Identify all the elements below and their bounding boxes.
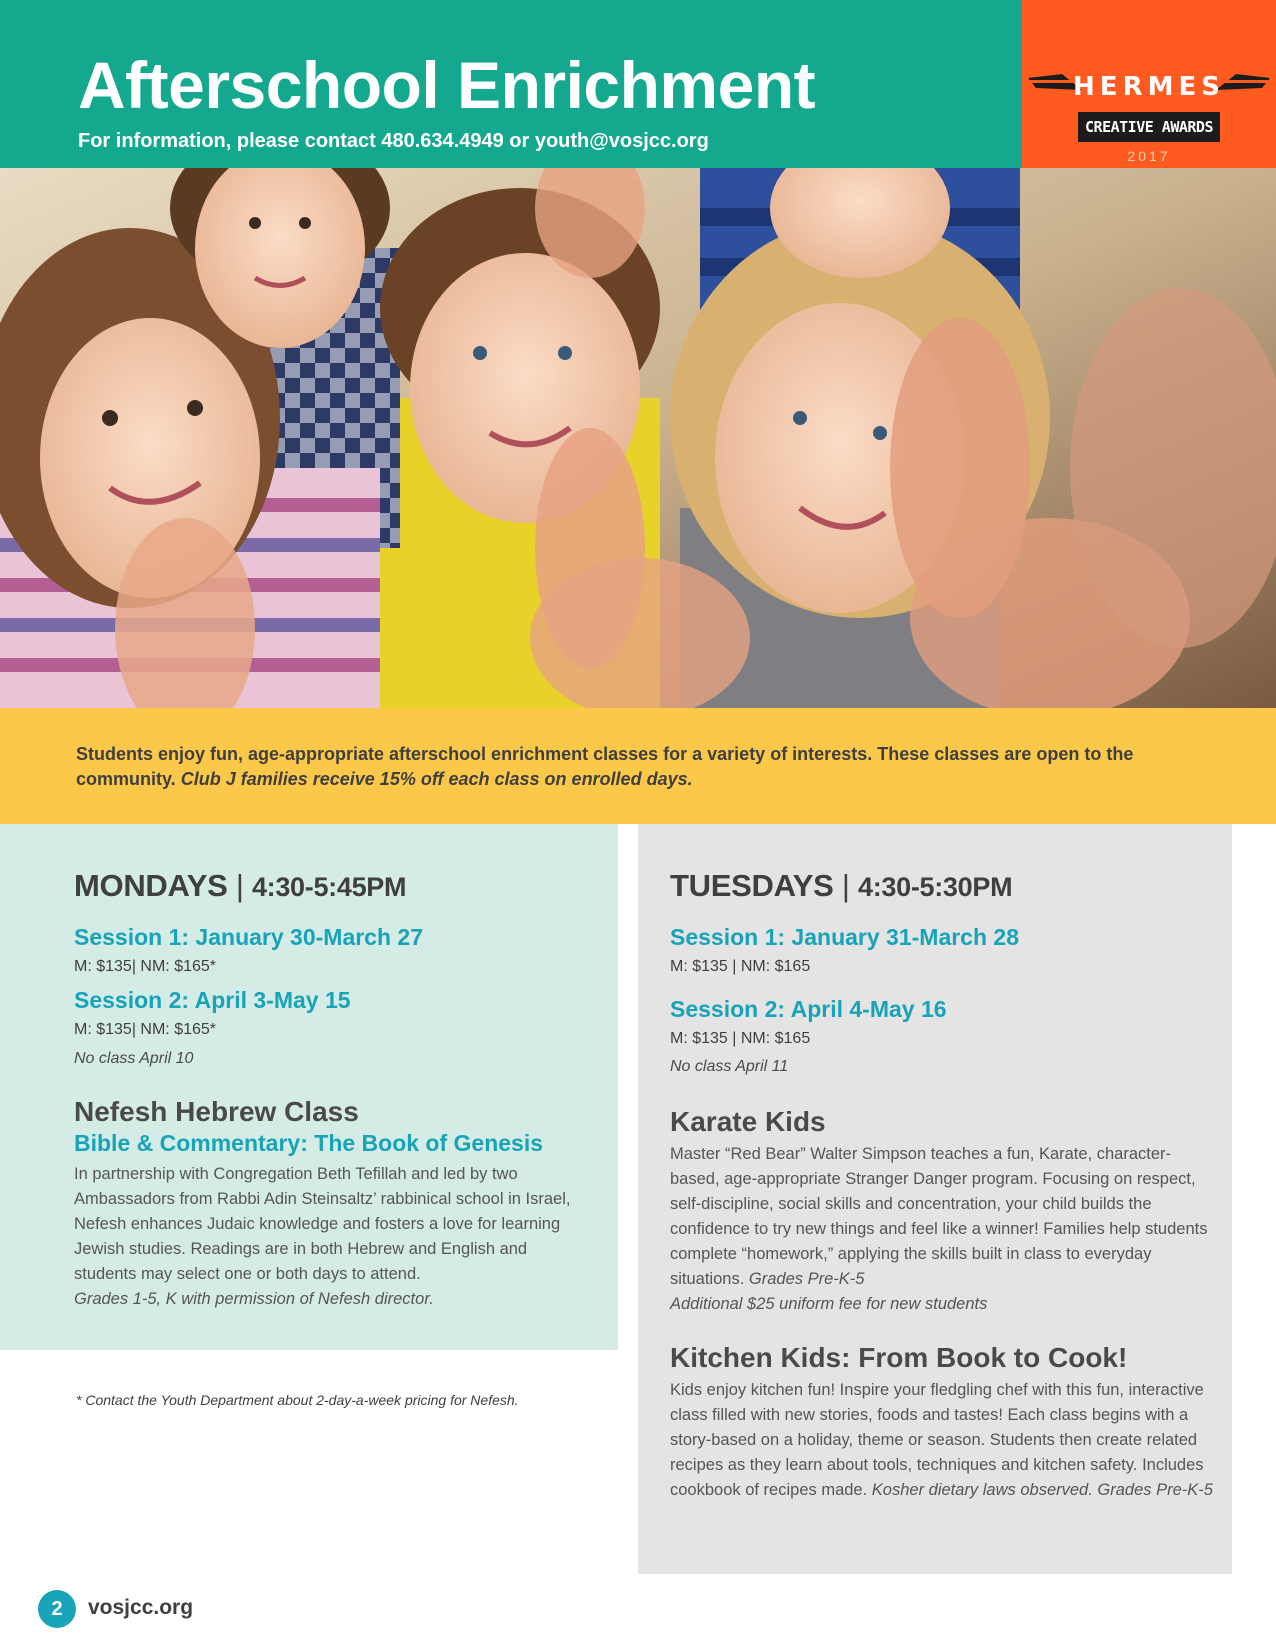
karate-fee: Additional $25 uniform fee for new students [670, 1295, 988, 1313]
intro-description: Students enjoy fun, age-appropriate afterschool enrichment classes for a variety of interests. These classes are open to the community. [76, 744, 1134, 789]
kitchen-description [670, 1378, 1215, 1503]
page-number: 2 [38, 1590, 76, 1628]
tuesdays-day: TUESDAYS [670, 868, 834, 903]
mondays-heading [74, 868, 406, 904]
award-brand: HERMES [1073, 72, 1225, 102]
intro-band [0, 708, 1276, 824]
karate-description-text: Master “Red Bear” Walter Simpson teaches a fun, Karate, character-based, age-appropriate Stranger Danger program. Focusing on respect, self-discipline, social skills and concentration, your child builds the confidence to try new things and feel like a winner! Families help students complete “homework,” applying the skills built in class to everyday situations. [670, 1145, 1208, 1288]
tuesdays-session2-price: M: $135 | NM: $165 [670, 1030, 811, 1047]
nefesh-subtitle: Bible & Commentary: The Book of Genesis [74, 1130, 544, 1156]
karate-description [670, 1142, 1215, 1317]
tuesdays-heading [670, 868, 1012, 904]
nefesh-description [74, 1162, 594, 1312]
tuesdays-time: 4:30-5:30PM [857, 872, 1013, 902]
mondays-session1-label: Session 1: January 30-March 27 [74, 924, 423, 950]
kitchen-grades: Grades Pre-K-5 [1097, 1481, 1213, 1499]
nefesh-title: Nefesh Hebrew Class [74, 1096, 359, 1127]
tuesdays-no-class: No class April 11 [670, 1058, 789, 1075]
tuesdays-session2-label: Session 2: April 4-May 16 [670, 996, 947, 1022]
karate-title: Karate Kids [670, 1106, 826, 1137]
nefesh-grades: Grades 1-5, K with permission of Nefesh director. [74, 1290, 434, 1308]
pricing-footnote: * Contact the Youth Department about 2-day-a-week pricing for Nefesh. [76, 1392, 519, 1408]
tuesdays-separator: | [841, 868, 850, 903]
karate-grades: Grades Pre-K-5 [748, 1270, 865, 1288]
kitchen-dietary: Kosher dietary laws observed. [871, 1481, 1093, 1499]
mondays-time: 4:30-5:45PM [251, 872, 407, 902]
kitchen-description-text: Kids enjoy kitchen fun! Inspire your fledgling chef with this fun, interactive class filled with new stories, foods and tastes! Each class begins with a story-based on a holiday, theme or season. Students then create related recipes as they learn about tools, techniques and kitchen safety. Includes cookbook of recipes made. [670, 1381, 1204, 1499]
mondays-session2-price: M: $135| NM: $165* [74, 1021, 217, 1038]
intro-discount: Club J families receive 15% off each class on enrolled days. [180, 769, 693, 789]
website-link[interactable]: vosjcc.org [88, 1596, 194, 1619]
mondays-session1-price: M: $135| NM: $165* [74, 958, 217, 975]
tuesdays-session1-price: M: $135 | NM: $165 [670, 958, 811, 975]
nefesh-description-text: In partnership with Congregation Beth Tefillah and led by two Ambassadors from Rabbi Adin Steinsaltz’ rabbinical school in Israel, Nefesh enhances Judaic knowledge and fosters a love for learning Jewish studies. Readings are in both Hebrew and English and students may select one or both days to attend. [74, 1165, 571, 1283]
intro-text [76, 742, 1176, 792]
mondays-separator: | [235, 868, 244, 903]
header-banner [0, 0, 1022, 168]
mondays-day: MONDAYS [74, 868, 228, 903]
mondays-no-class: No class April 10 [74, 1050, 194, 1067]
page-title: Afterschool Enrichment [78, 48, 816, 122]
mondays-session2-label: Session 2: April 3-May 15 [74, 987, 351, 1013]
tuesdays-session1-label: Session 1: January 31-March 28 [670, 924, 1019, 950]
award-subtitle: CREATIVE AWARDS [1078, 112, 1220, 142]
award-year: 2017 [1127, 148, 1171, 164]
hero-photo-children [0, 168, 1276, 708]
contact-info: For information, please contact 480.634.4949 or youth@vosjcc.org [78, 130, 709, 152]
kitchen-title: Kitchen Kids: From Book to Cook! [670, 1342, 1128, 1373]
